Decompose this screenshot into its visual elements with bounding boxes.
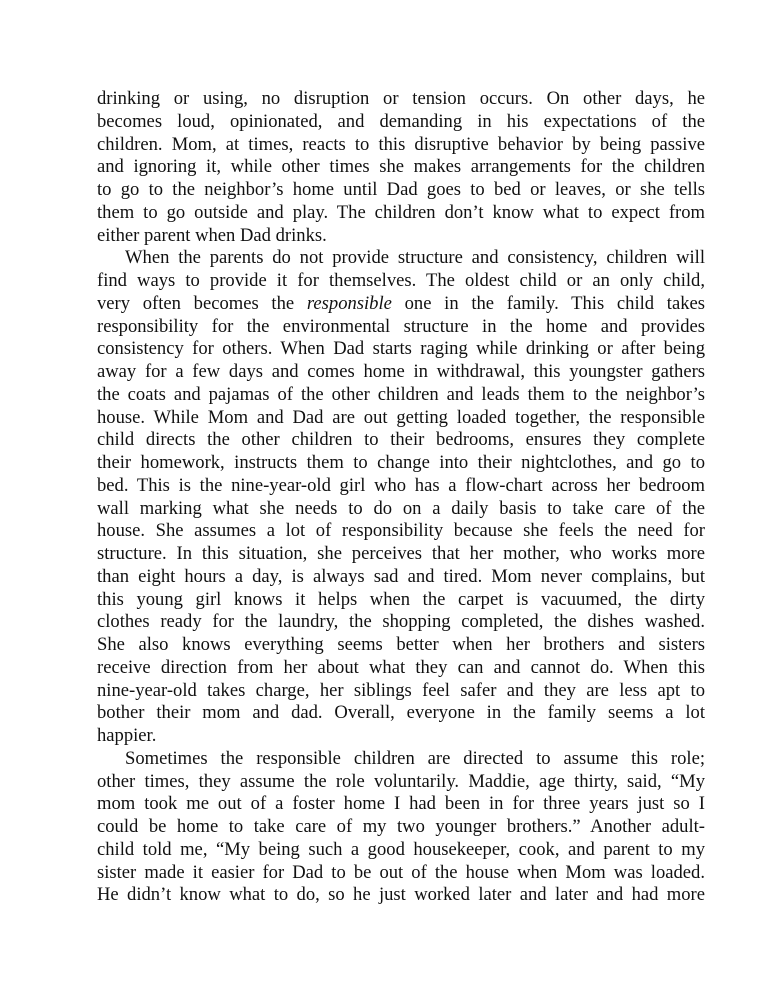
text-line: wall marking what she needs to do on a daily basis to take care of the <box>97 497 705 519</box>
text-line: children. Mom, at times, reacts to this disruptive behavior by being passive <box>97 133 705 155</box>
text-line: away for a few days and comes home in withdrawal, this youngster gathers <box>97 361 705 382</box>
text-line: child told me, “My being such a good housekeeper, cook, and parent to my <box>97 838 705 860</box>
text-line: than eight hours a day, is always sad and tired. Mom never complains, but <box>97 565 705 587</box>
text-line: bed. This is the nine-year-old girl who has a flow-chart across her bedroom <box>97 474 705 496</box>
text-line: child directs the other children to their bedrooms, ensures they complete <box>97 429 705 451</box>
text-line: He didn’t know what to do, so he just worked later and later and had more <box>97 884 705 906</box>
text-line: and ignoring it, while other times she makes arrangements for the children <box>97 156 705 178</box>
text-line: this young girl knows it helps when the carpet is vacuumed, the dirty <box>97 588 705 610</box>
text-line: When the parents do not provide structure and consistency, children will <box>125 247 705 269</box>
text-line: to go to the neighbor’s home until Dad goes to bed or leaves, or she tells <box>97 179 705 200</box>
text-line: Sometimes the responsible children are directed to assume this role; <box>125 747 705 769</box>
line-end: one in the family. This child takes <box>391 292 705 314</box>
text-line: mom took me out of a foster home I had been in for three years just so I <box>97 793 705 815</box>
text-line: bother their mom and dad. Overall, everyone in the family seems a lot <box>97 702 705 724</box>
text-line: receive direction from her about what they can and cannot do. When this <box>97 656 705 678</box>
paragraph-1 <box>97 88 705 247</box>
text-line: either parent when Dad drinks. <box>97 224 327 246</box>
text-line: the coats and pajamas of the other children and leads them to the neighbor’s <box>97 383 705 405</box>
line-start: very often becomes the <box>97 292 307 314</box>
text-line: other times, they assume the role voluntarily. Maddie, age thirty, said, “My <box>97 770 705 792</box>
text-line: responsibility for the environmental structure in the home and provides <box>97 315 705 337</box>
text-line-with-italic <box>97 293 705 316</box>
text-line: house. While Mom and Dad are out getting loaded together, the responsible <box>97 406 705 428</box>
text-line: them to go outside and play. The children don’t know what to expect from <box>97 201 705 223</box>
text-line: happier. <box>97 725 157 746</box>
text-line: She also knows everything seems better when her brothers and sisters <box>97 634 705 655</box>
text-line: becomes loud, opinionated, and demanding in his expectations of the <box>97 110 705 132</box>
text-line: structure. In this situation, she perceives that her mother, who works more <box>97 543 705 564</box>
text-line: find ways to provide it for themselves. The oldest child or an only child, <box>97 270 705 291</box>
text-line: consistency for others. When Dad starts raging while drinking or after being <box>97 338 705 360</box>
text-line: their homework, instructs them to change into their nightclothes, and go to <box>97 452 705 473</box>
paragraph-3 <box>97 748 705 907</box>
text-line: drinking or using, no disruption or tension occurs. On other days, he <box>97 88 705 109</box>
italic-emphasis: responsible <box>306 292 392 314</box>
paragraph-2 <box>97 247 705 748</box>
text-line: house. She assumes a lot of responsibility because she feels the need for <box>97 520 705 542</box>
text-line: nine-year-old takes charge, her siblings feel safer and they are less apt to <box>97 679 705 701</box>
text-line: sister made it easier for Dad to be out of the house when Mom was loaded. <box>97 861 705 883</box>
text-line: clothes ready for the laundry, the shopping completed, the dishes washed. <box>97 611 705 633</box>
text-line: could be home to take care of my two younger brothers.” Another adult- <box>97 816 705 837</box>
book-page <box>97 88 705 907</box>
